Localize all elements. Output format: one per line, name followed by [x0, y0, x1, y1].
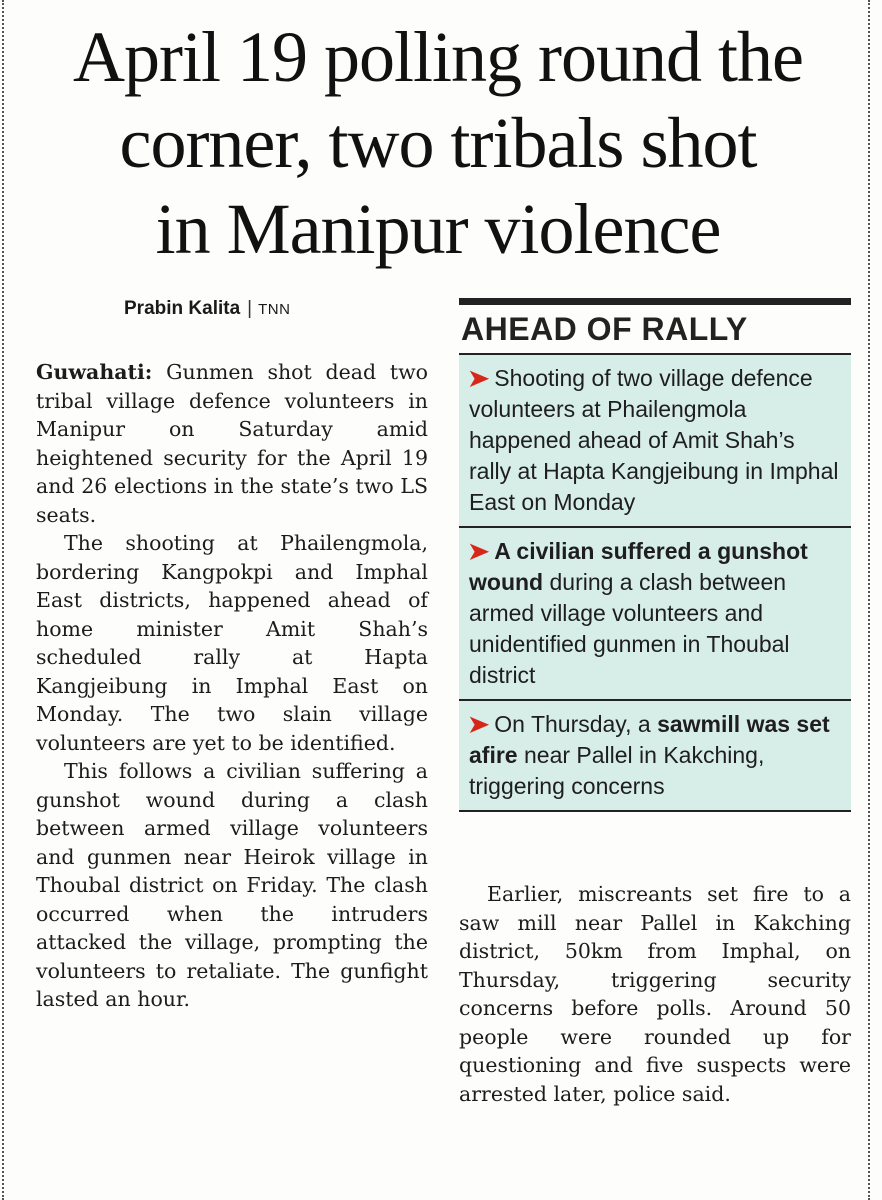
article-body-right-column	[459, 880, 851, 1108]
byline	[124, 298, 290, 320]
left-dotted-border	[2, 0, 4, 1200]
headline	[20, 14, 856, 272]
sidebar-title: AHEAD OF RALLY	[461, 311, 748, 347]
article-paragraph	[36, 358, 428, 529]
article-body-left-column	[36, 358, 428, 1014]
ahead-of-rally-sidebar	[459, 298, 851, 812]
article-paragraph-text: Gunmen shot dead two tribal village defence volunteers in Manipur on Saturday amid heightened security for the April 19 and 26 elections in the state’s two LS seats.	[36, 360, 428, 527]
article-paragraph: The shooting at Phailengmola, bordering Kangpokpi and Imphal East districts, happened ahead of home minister Amit Shah’s scheduled rally at Hapta Kangjeibung in Imphal East on Monday. The two slain village volunteers are yet to be identified.	[36, 531, 428, 755]
sidebar-item-bold: A civilian suffered a gunshot wound	[469, 538, 808, 595]
dateline: Guwahati:	[36, 360, 153, 384]
red-arrow-icon: ➤	[468, 538, 490, 564]
red-arrow-icon: ➤	[468, 365, 490, 391]
sidebar-item-text: near Pallel in Kakching, triggering concerns	[469, 742, 765, 799]
sidebar-top-rule	[459, 298, 851, 305]
red-arrow-icon: ➤	[468, 711, 490, 737]
sidebar-item	[459, 699, 851, 812]
byline-agency: TNN	[258, 301, 291, 318]
byline-separator: |	[247, 298, 253, 319]
article-paragraph: Earlier, miscreants set fire to a saw mill near Pallel in Kakching district, 50km from Imphal, on Thursday, triggering security concerns before polls. Around 50 people were rounded up for questioning and five suspects were arrested later, police said.	[459, 882, 851, 1106]
headline-line: corner, two tribals shot	[119, 103, 757, 183]
sidebar-item-text: On Thursday, a	[494, 711, 658, 737]
sidebar-item	[459, 353, 851, 526]
sidebar-item-bold: sawmill was set afire	[469, 711, 830, 768]
sidebar-item-text: Shooting of two village defence volunteers at Phailengmola happened ahead of Amit Shah’s rally at Hapta Kangjeibung in Imphal East on Monday	[469, 365, 839, 515]
sidebar-item-text: during a clash between armed village volunteers and unidentified gunmen in Thoubal district	[469, 569, 790, 688]
headline-line: April 19 polling round the	[73, 17, 803, 97]
headline-line: in Manipur violence	[155, 189, 721, 269]
byline-author: Prabin Kalita	[124, 298, 241, 319]
article-paragraph: This follows a civilian suffering a gunshot wound during a clash between armed village volunteers and gunmen near Heirok village in Thoubal district on Friday. The clash occurred when the intruders attacked the village, prompting the volunteers to retaliate. The gunfight lasted an hour.	[36, 759, 428, 1011]
right-dotted-border	[868, 0, 870, 1200]
sidebar-item	[459, 526, 851, 699]
